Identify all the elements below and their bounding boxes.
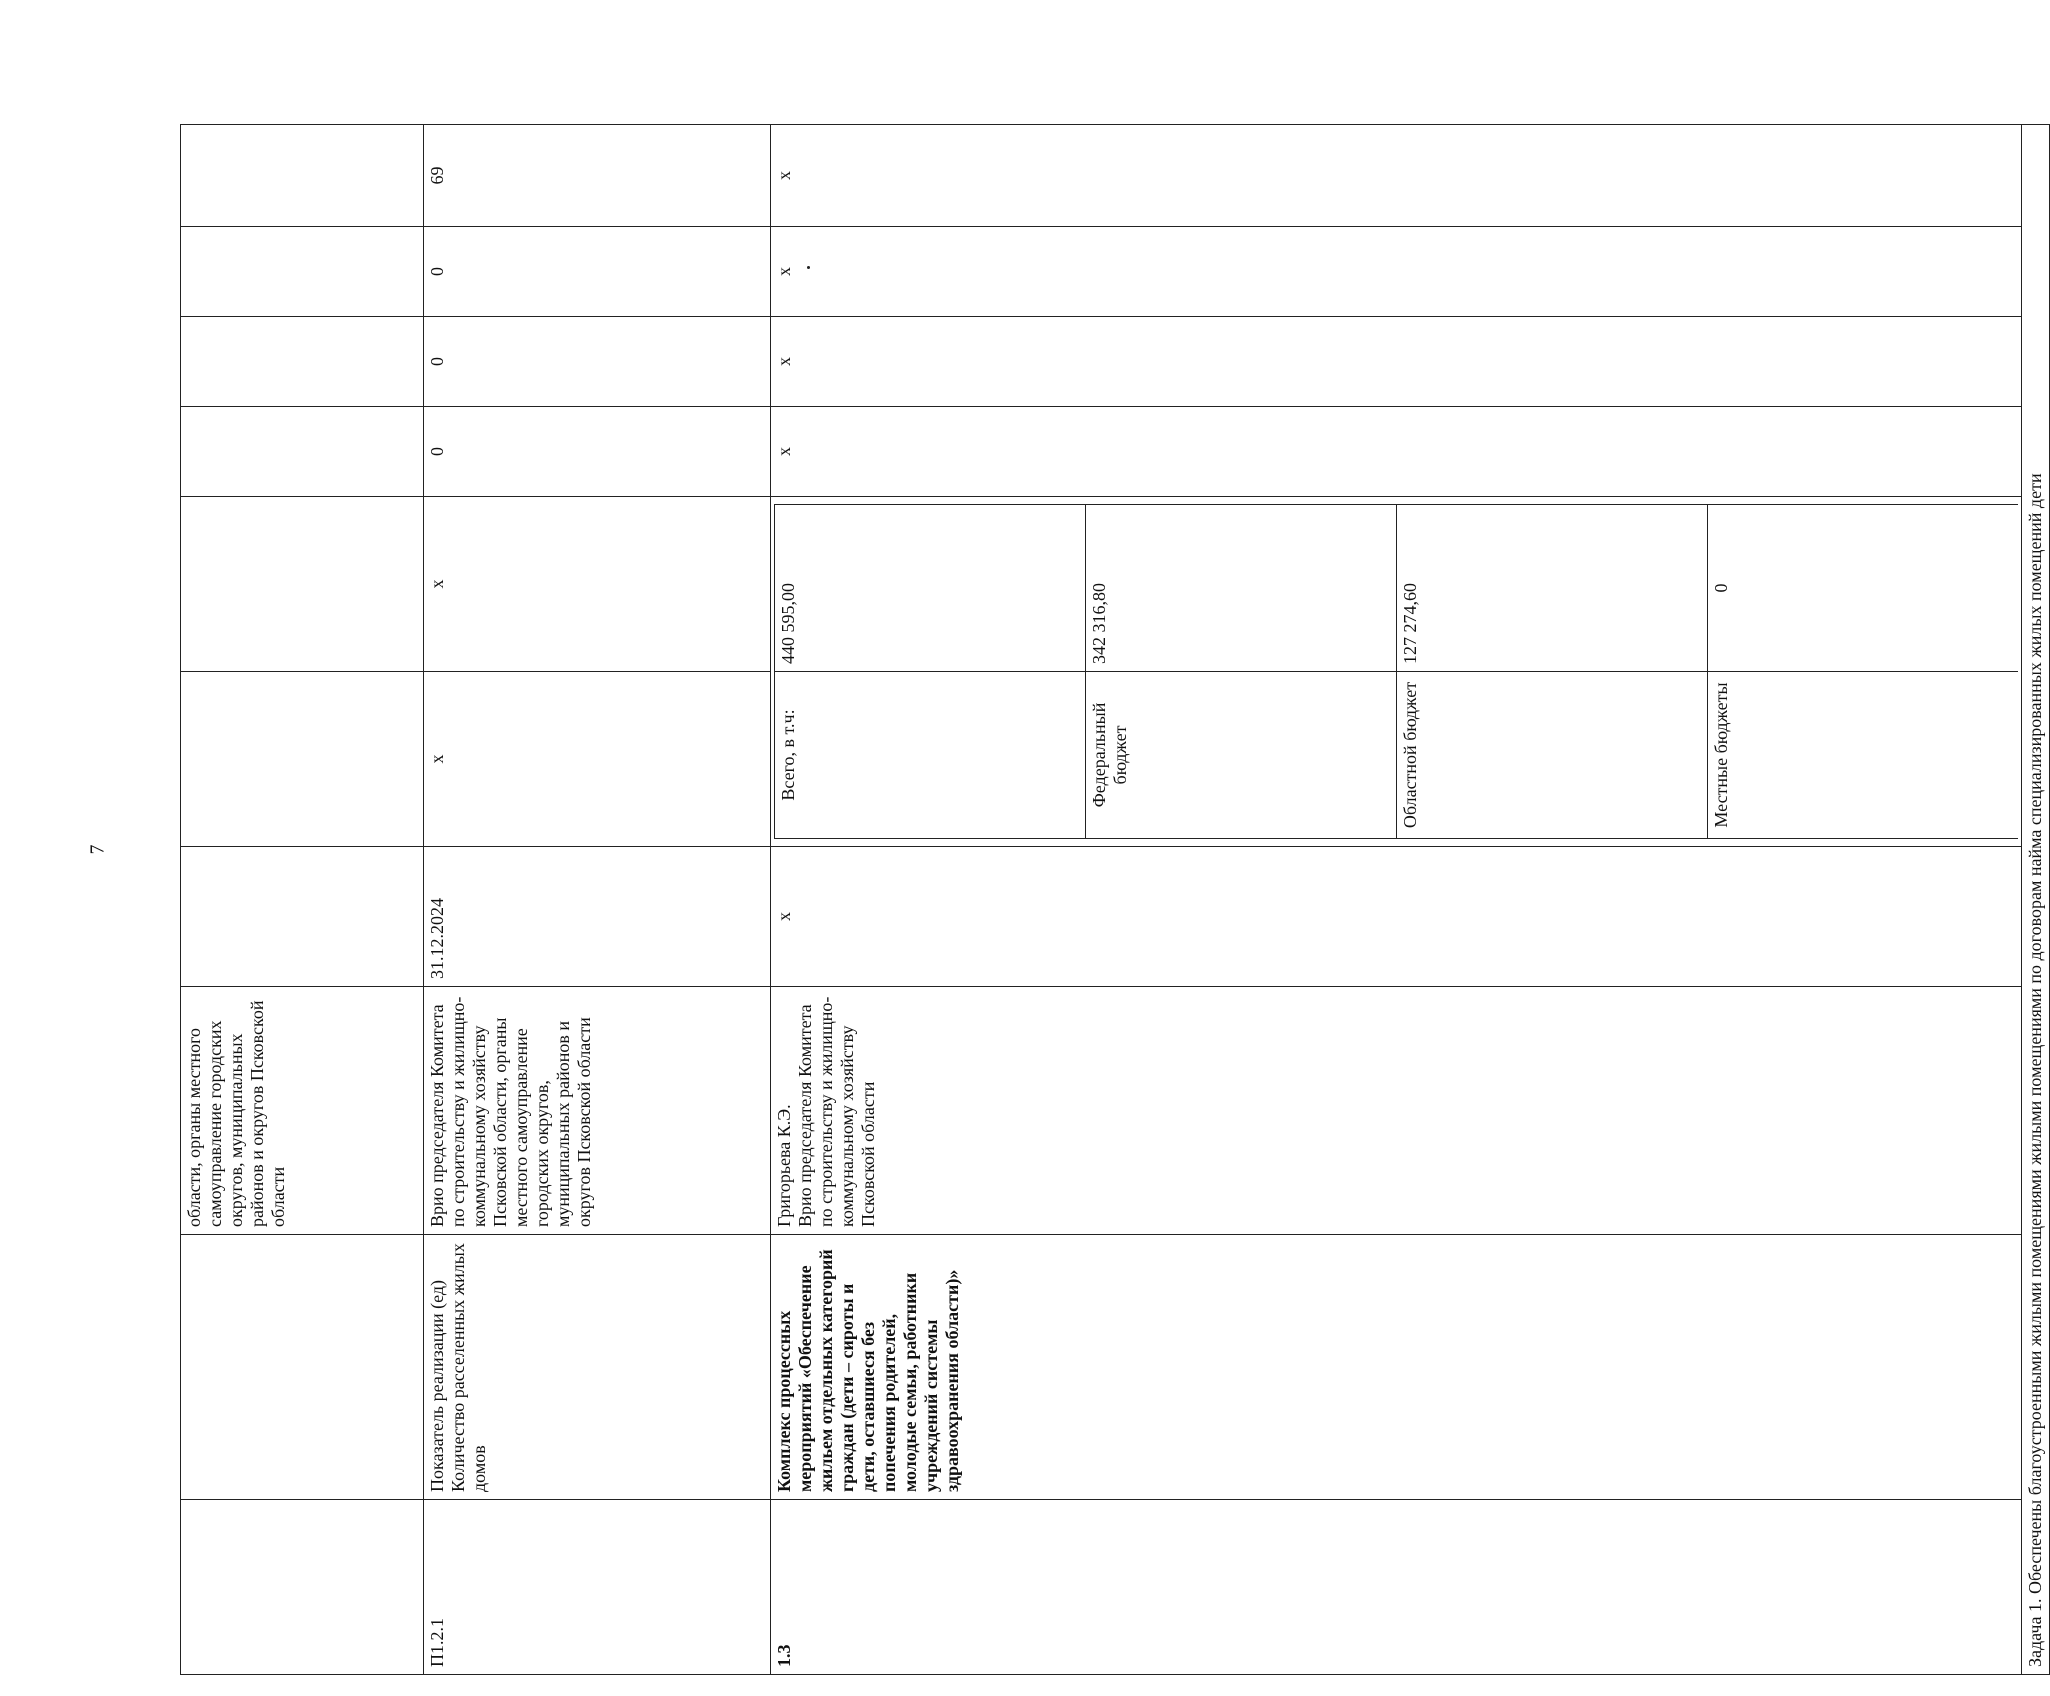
funding-amount: 342 316,80: [1086, 505, 1397, 672]
page-number: 7: [86, 844, 109, 855]
cell-source: [181, 672, 424, 847]
funding-table: [774, 504, 2018, 839]
funding-row: [1397, 505, 1708, 839]
cell-v2025: 69: [424, 125, 771, 227]
cell-id: П1.2.1: [424, 1500, 771, 1675]
cell-v2024: [181, 227, 424, 317]
funding-source: Местные бюджеты: [1708, 672, 2019, 839]
funding-row: [775, 505, 1086, 839]
funding-source: Областной бюджет: [1397, 672, 1708, 839]
cell-v2024: 0: [424, 227, 771, 317]
cell-responsible: Врио председателя Комитета по строительству и жилищно-коммунальному хозяйству Псковской области, органы местного самоуправление городских округов, муниципальных районов и округов Псковской области: [424, 987, 771, 1235]
cell-responsible: области, органы местного самоуправление городских округов, муниципальных районов и округов Псковской области: [181, 987, 424, 1235]
cell-v2025: [181, 125, 424, 227]
cell-responsible: [771, 987, 2022, 1235]
funding-row: [1086, 505, 1397, 839]
responsible-body: Врио председателя Комитета по строительству и жилищно-коммунальному хозяйству Псковской области: [795, 996, 878, 1227]
cell-v2023: 0: [424, 317, 771, 407]
cell-v2025: х: [771, 125, 2022, 227]
cell-date: х: [771, 847, 2022, 987]
cell-id: 1.3: [771, 1500, 2022, 1675]
cell-v2023: [181, 317, 424, 407]
funding-source: Всего, в т.ч:: [775, 672, 1086, 839]
funding-row: [1708, 505, 2019, 839]
table-row: [2022, 125, 2050, 1675]
cell-id: [181, 1500, 424, 1675]
table-row: [424, 125, 771, 1675]
funding-amount: 440 595,00: [775, 505, 1086, 672]
task-row: Задача 1. Обеспечены благоустроенными жилыми помещениями жилыми помещениями по договорам найма специализированных жилых помещений дети: [2022, 125, 2050, 1675]
cell-date: [181, 847, 424, 987]
cell-v2023: х: [771, 317, 2022, 407]
cell-name: Комплекс процессных мероприятий «Обеспечение жильем отдельных категорий граждан (дети – сироты и дети, оставшиеся без попечения родителей, молодые семьи, работники учреждений системы здравоохранения области)»: [771, 1235, 2022, 1500]
rotated-table-container: [180, 125, 2045, 1675]
program-table: [180, 124, 2050, 1675]
cell-amount: х: [424, 497, 771, 672]
cell-funding: [771, 497, 2022, 847]
cell-amount: [181, 497, 424, 672]
cell-v2024: х: [771, 227, 2022, 317]
funding-source: Федеральный бюджет: [1086, 672, 1397, 839]
cell-v2022: [181, 407, 424, 497]
cell-v2022: 0: [424, 407, 771, 497]
responsible-person: Григорьева К.Э.: [774, 1104, 794, 1227]
cell-date: 31.12.2024: [424, 847, 771, 987]
funding-amount: 127 274,60: [1397, 505, 1708, 672]
funding-amount: 0: [1708, 505, 2019, 672]
cell-name: [181, 1235, 424, 1500]
cell-name: Показатель реализации (ед) Количество расселенных жилых домов: [424, 1235, 771, 1500]
cell-source: х: [424, 672, 771, 847]
cell-v2022: х: [771, 407, 2022, 497]
table-row: [771, 125, 2022, 1675]
table-row: [181, 125, 424, 1675]
scan-speck: [807, 266, 810, 269]
